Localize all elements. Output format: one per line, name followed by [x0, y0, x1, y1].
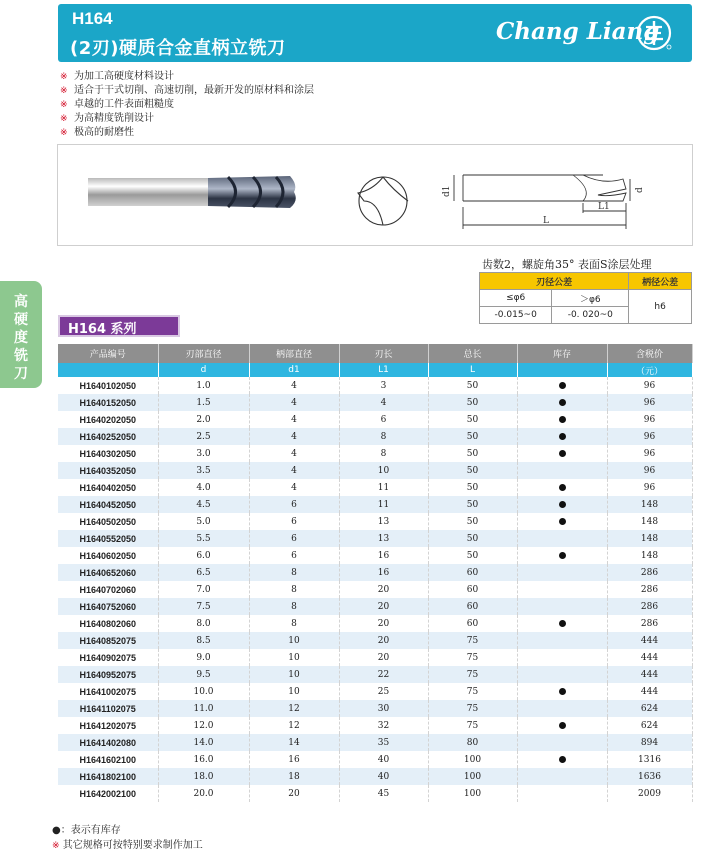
product-table: [58, 344, 693, 802]
table-row: [58, 394, 692, 411]
stock-cell: [517, 564, 607, 581]
product-code-cell: H1641402080: [58, 734, 158, 751]
stock-cell: [517, 496, 607, 513]
table-cell: 4: [249, 445, 339, 462]
end-mill-illustration: [58, 145, 694, 247]
series-tag: [58, 315, 180, 337]
notes: [52, 823, 203, 854]
table-cell: 11.0: [158, 700, 249, 717]
table-subheader-row: [58, 363, 692, 377]
column-header: 库存: [517, 344, 607, 363]
brand-name: Chang Liang: [496, 18, 660, 45]
product-code-cell: H1641002075: [58, 683, 158, 700]
table-cell: 444: [607, 632, 692, 649]
product-code-cell: H1640902075: [58, 649, 158, 666]
product-code-cell: H1640352050: [58, 462, 158, 479]
column-header: 柄部直径: [249, 344, 339, 363]
table-cell: 12: [249, 700, 339, 717]
table-cell: 50: [428, 445, 517, 462]
table-row: [58, 530, 692, 547]
in-stock-dot-icon: [559, 484, 566, 491]
in-stock-dot-icon: [559, 518, 566, 525]
table-cell: 1636: [607, 768, 692, 785]
in-stock-dot-icon: [559, 552, 566, 559]
table-cell: 96: [607, 462, 692, 479]
category-side-tab: [0, 281, 42, 388]
product-code-cell: H1640152050: [58, 394, 158, 411]
table-cell: 12.0: [158, 717, 249, 734]
table-cell: 2.5: [158, 428, 249, 445]
table-body: [58, 377, 692, 802]
column-subheader: [517, 363, 607, 377]
stock-cell: [517, 683, 607, 700]
table-cell: 8: [249, 564, 339, 581]
table-cell: 20.0: [158, 785, 249, 802]
table-row: [58, 666, 692, 683]
table-cell: 286: [607, 581, 692, 598]
table-cell: 4: [249, 394, 339, 411]
column-header: 刃长: [339, 344, 428, 363]
table-row: [58, 734, 692, 751]
table-cell: 60: [428, 598, 517, 615]
in-stock-dot-icon: [559, 382, 566, 389]
table-cell: 148: [607, 496, 692, 513]
table-cell: 10: [339, 462, 428, 479]
product-code-cell: H1640202050: [58, 411, 158, 428]
tolerance-value-large: -0. 020~0: [552, 307, 629, 324]
feature-item: ※ 适合于干式切削、高速切削，最新开发的原材料和涂层: [60, 85, 314, 96]
product-code-cell: H1641602100: [58, 751, 158, 768]
product-code-cell: H1640402050: [58, 479, 158, 496]
dim-label-d: d: [635, 187, 645, 193]
stock-cell: [517, 581, 607, 598]
table-cell: 50: [428, 428, 517, 445]
table-cell: 13: [339, 513, 428, 530]
table-cell: 444: [607, 649, 692, 666]
tolerance-value-small: -0.015~0: [480, 307, 552, 324]
table-cell: 50: [428, 496, 517, 513]
stock-cell: [517, 428, 607, 445]
in-stock-dot-icon: [559, 450, 566, 457]
table-cell: 40: [339, 751, 428, 768]
table-row: [58, 445, 692, 462]
in-stock-dot-icon: [559, 433, 566, 440]
table-cell: 25: [339, 683, 428, 700]
table-cell: 4: [339, 394, 428, 411]
table-cell: 8: [339, 445, 428, 462]
in-stock-dot-icon: [559, 620, 566, 627]
table-row: [58, 632, 692, 649]
column-subheader: d1: [249, 363, 339, 377]
table-cell: 8: [249, 581, 339, 598]
feature-list: [60, 70, 314, 140]
table-cell: 286: [607, 615, 692, 632]
table-cell: 75: [428, 717, 517, 734]
tool-shank: [88, 178, 208, 206]
column-header: 产品编号: [58, 344, 158, 363]
table-cell: 30: [339, 700, 428, 717]
table-cell: 1.0: [158, 377, 249, 394]
table-cell: 6.0: [158, 547, 249, 564]
table-cell: 4: [249, 377, 339, 394]
column-header: 含税价: [607, 344, 692, 363]
table-cell: 20: [339, 598, 428, 615]
in-stock-dot-icon: [559, 688, 566, 695]
blade-tolerance-header: 刃径公差: [480, 273, 629, 290]
table-cell: 5.0: [158, 513, 249, 530]
table-cell: 3.5: [158, 462, 249, 479]
table-cell: 6: [249, 513, 339, 530]
table-cell: 75: [428, 700, 517, 717]
table-cell: 40: [339, 768, 428, 785]
table-cell: 75: [428, 666, 517, 683]
table-cell: 5.5: [158, 530, 249, 547]
table-cell: 45: [339, 785, 428, 802]
table-row: [58, 496, 692, 513]
table-row: [58, 547, 692, 564]
product-code-cell: H1640752060: [58, 598, 158, 615]
table-cell: 4: [249, 428, 339, 445]
table-cell: 14: [249, 734, 339, 751]
stock-dot-icon: ●：: [52, 825, 71, 836]
table-cell: 1316: [607, 751, 692, 768]
table-cell: 96: [607, 394, 692, 411]
in-stock-dot-icon: [559, 501, 566, 508]
table-row: [58, 411, 692, 428]
table-cell: 444: [607, 666, 692, 683]
table-row: [58, 768, 692, 785]
table-row: [58, 513, 692, 530]
stock-cell: [517, 751, 607, 768]
stock-cell: [517, 547, 607, 564]
column-subheader: d: [158, 363, 249, 377]
table-cell: 624: [607, 700, 692, 717]
table-cell: 10: [249, 632, 339, 649]
table-cell: 20: [339, 649, 428, 666]
in-stock-dot-icon: [559, 722, 566, 729]
table-row: [58, 683, 692, 700]
dim-label-l1: L1: [598, 202, 610, 212]
table-row: [58, 649, 692, 666]
table-cell: 624: [607, 717, 692, 734]
note-custom: ※ 其它规格可按特别要求制作加工: [52, 840, 203, 851]
table-cell: 10: [249, 683, 339, 700]
feature-item: ※ 极高的耐磨性: [60, 127, 134, 138]
column-subheader: （元）: [607, 363, 692, 377]
product-code-cell: H1640802060: [58, 615, 158, 632]
table-cell: 18: [249, 768, 339, 785]
table-cell: 11: [339, 479, 428, 496]
table-row: [58, 462, 692, 479]
table-cell: 7.0: [158, 581, 249, 598]
tolerance-range-small: ≤φ6: [480, 290, 552, 307]
table-cell: 894: [607, 734, 692, 751]
table-cell: 10.0: [158, 683, 249, 700]
table-cell: 32: [339, 717, 428, 734]
end-view-drawing: [358, 177, 408, 225]
stock-cell: [517, 734, 607, 751]
product-code-cell: H1640552050: [58, 530, 158, 547]
table-row: [58, 700, 692, 717]
table-cell: 22: [339, 666, 428, 683]
table-cell: 16: [339, 564, 428, 581]
column-header: 刃部直径: [158, 344, 249, 363]
stock-cell: [517, 615, 607, 632]
product-code-cell: H1641202075: [58, 717, 158, 734]
table-cell: 3.0: [158, 445, 249, 462]
tolerance-range-large: ＞φ6: [552, 290, 629, 307]
table-row: [58, 479, 692, 496]
table-cell: 13: [339, 530, 428, 547]
stock-cell: [517, 666, 607, 683]
table-cell: 444: [607, 683, 692, 700]
table-cell: 6: [339, 411, 428, 428]
column-subheader: [58, 363, 158, 377]
stock-cell: [517, 445, 607, 462]
series-tag-label: H164 系列: [68, 322, 137, 337]
table-cell: 8.5: [158, 632, 249, 649]
table-cell: 1.5: [158, 394, 249, 411]
stock-cell: [517, 632, 607, 649]
table-cell: 50: [428, 547, 517, 564]
table-cell: 75: [428, 649, 517, 666]
table-cell: 4: [249, 479, 339, 496]
table-cell: 7.5: [158, 598, 249, 615]
table-header-row: [58, 344, 692, 363]
header-banner: [58, 4, 692, 62]
table-cell: 10: [249, 666, 339, 683]
table-cell: 96: [607, 445, 692, 462]
product-code-cell: H1640502050: [58, 513, 158, 530]
product-code-cell: H1640102050: [58, 377, 158, 394]
table-cell: 80: [428, 734, 517, 751]
shank-tolerance-value: h6: [629, 290, 692, 324]
table-cell: 8: [339, 428, 428, 445]
table-cell: 96: [607, 479, 692, 496]
table-cell: 60: [428, 564, 517, 581]
tolerance-table: [479, 272, 692, 324]
table-cell: 100: [428, 785, 517, 802]
dim-label-l: L: [543, 216, 549, 226]
product-code-cell: H1640652060: [58, 564, 158, 581]
table-cell: 100: [428, 768, 517, 785]
stock-cell: [517, 768, 607, 785]
table-cell: 50: [428, 479, 517, 496]
stock-cell: [517, 513, 607, 530]
table-cell: 20: [339, 632, 428, 649]
table-cell: 286: [607, 564, 692, 581]
table-row: [58, 751, 692, 768]
product-code-cell: H1640952075: [58, 666, 158, 683]
in-stock-dot-icon: [559, 399, 566, 406]
product-code-title: H164: [72, 9, 113, 28]
stock-cell: [517, 717, 607, 734]
table-cell: 8.0: [158, 615, 249, 632]
table-cell: 16.0: [158, 751, 249, 768]
table-cell: 20: [249, 785, 339, 802]
table-cell: 14.0: [158, 734, 249, 751]
table-cell: 50: [428, 462, 517, 479]
product-code-cell: H1642002100: [58, 785, 158, 802]
table-row: [58, 564, 692, 581]
column-subheader: L: [428, 363, 517, 377]
table-cell: 12: [249, 717, 339, 734]
table-cell: 286: [607, 598, 692, 615]
table-cell: 6: [249, 496, 339, 513]
table-cell: 60: [428, 615, 517, 632]
table-cell: 3: [339, 377, 428, 394]
stock-cell: [517, 700, 607, 717]
table-cell: 6: [249, 547, 339, 564]
dim-label-d1: d1: [442, 185, 452, 197]
table-cell: 4: [249, 411, 339, 428]
table-cell: 8: [249, 615, 339, 632]
table-cell: 148: [607, 547, 692, 564]
product-image-box: [57, 144, 693, 246]
table-cell: 60: [428, 581, 517, 598]
in-stock-dot-icon: [559, 756, 566, 763]
product-code-cell: H1641102075: [58, 700, 158, 717]
table-cell: 50: [428, 394, 517, 411]
table-cell: 4.0: [158, 479, 249, 496]
table-cell: 16: [249, 751, 339, 768]
table-cell: 100: [428, 751, 517, 768]
product-code-cell: H1641802100: [58, 768, 158, 785]
table-row: [58, 598, 692, 615]
table-cell: 50: [428, 377, 517, 394]
stock-cell: [517, 462, 607, 479]
table-cell: 35: [339, 734, 428, 751]
table-cell: 75: [428, 683, 517, 700]
stock-cell: [517, 411, 607, 428]
category-side-tab-label: 高硬度铣刀: [14, 294, 28, 382]
table-cell: 96: [607, 411, 692, 428]
table-cell: 9.5: [158, 666, 249, 683]
in-stock-dot-icon: [559, 416, 566, 423]
stock-cell: [517, 530, 607, 547]
table-cell: 50: [428, 411, 517, 428]
stock-cell: [517, 479, 607, 496]
note-stock: ●：表示有库存: [52, 825, 121, 836]
product-code-cell: H1640852075: [58, 632, 158, 649]
table-cell: 50: [428, 513, 517, 530]
table-cell: 50: [428, 530, 517, 547]
stock-cell: [517, 377, 607, 394]
table-cell: 20: [339, 615, 428, 632]
table-cell: 9.0: [158, 649, 249, 666]
table-cell: 18.0: [158, 768, 249, 785]
table-cell: 11: [339, 496, 428, 513]
table-cell: 6.5: [158, 564, 249, 581]
table-cell: 16: [339, 547, 428, 564]
product-title: (2刃)硬质合金直柄立铣刀: [70, 38, 286, 59]
shank-tolerance-header: 柄径公差: [629, 273, 692, 290]
table-row: [58, 615, 692, 632]
stock-cell: [517, 598, 607, 615]
table-cell: 4: [249, 462, 339, 479]
product-code-cell: H1640252050: [58, 428, 158, 445]
feature-item: ※ 为高精度铣削设计: [60, 113, 154, 124]
table-cell: 75: [428, 632, 517, 649]
column-subheader: L1: [339, 363, 428, 377]
table-row: [58, 581, 692, 598]
table-row: [58, 717, 692, 734]
table-cell: 10: [249, 649, 339, 666]
table-cell: 4.5: [158, 496, 249, 513]
table-cell: 20: [339, 581, 428, 598]
feature-item: ※ 为加工高硬度材料设计: [60, 71, 174, 82]
column-header: 总长: [428, 344, 517, 363]
product-code-cell: H1640452050: [58, 496, 158, 513]
table-cell: 148: [607, 530, 692, 547]
stock-cell: [517, 649, 607, 666]
table-cell: 2.0: [158, 411, 249, 428]
product-code-cell: H1640702060: [58, 581, 158, 598]
spec-caption: 齿数2，螺旋角35° 表面S涂层处理: [482, 258, 652, 271]
table-row: [58, 785, 692, 802]
table-row: [58, 428, 692, 445]
stock-cell: [517, 394, 607, 411]
table-row: [58, 377, 692, 394]
table-cell: 2009: [607, 785, 692, 802]
feature-item: ※ 卓越的工件表面粗糙度: [60, 99, 174, 110]
table-cell: 96: [607, 428, 692, 445]
product-code-cell: H1640302050: [58, 445, 158, 462]
table-cell: 148: [607, 513, 692, 530]
brand-logo-icon: [636, 15, 672, 51]
table-cell: 96: [607, 377, 692, 394]
stock-cell: [517, 785, 607, 802]
table-cell: 8: [249, 598, 339, 615]
product-code-cell: H1640602050: [58, 547, 158, 564]
table-cell: 6: [249, 530, 339, 547]
